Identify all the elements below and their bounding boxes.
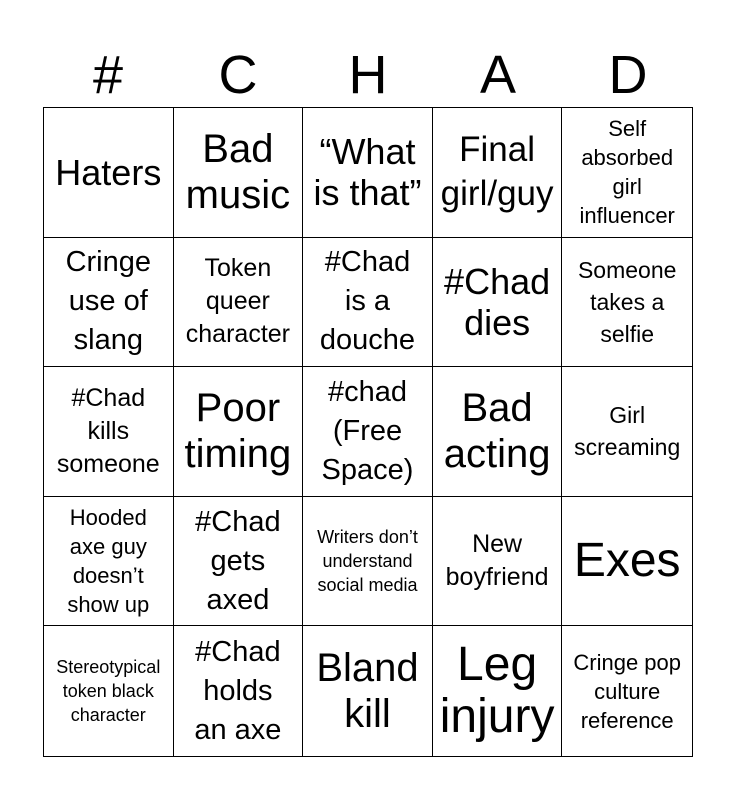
bingo-cell[interactable] [44, 238, 174, 368]
bingo-cell[interactable] [562, 497, 692, 627]
bingo-cell[interactable] [433, 238, 563, 368]
cell-text: “What is that” [313, 131, 422, 214]
bingo-cell[interactable] [303, 108, 433, 238]
cell-text: Token queer character [185, 254, 290, 349]
bingo-cell[interactable] [433, 497, 563, 627]
cell-text: Leg injury [439, 638, 555, 744]
cell-text: Poor timing [184, 386, 292, 477]
cell-text: Cringe use of slang [65, 246, 152, 357]
cell-text: #chad (Free Space) [321, 375, 414, 486]
cell-text: Girl screaming [574, 402, 681, 461]
cell-text: Exes [573, 534, 681, 588]
header-letter-a: A [479, 45, 517, 105]
bingo-cell[interactable] [174, 626, 304, 756]
header-letter-d: D [608, 45, 648, 105]
cell-text: Bad acting [443, 386, 551, 477]
bingo-cell[interactable] [174, 108, 304, 238]
cell-text: Someone takes a selfie [577, 256, 677, 347]
cell-text: #Chad kills someone [56, 383, 160, 478]
cell-text: Haters [55, 151, 162, 193]
bingo-cell[interactable] [44, 626, 174, 756]
bingo-cell[interactable] [174, 497, 304, 627]
bingo-cell[interactable] [44, 497, 174, 627]
bingo-cell[interactable] [433, 626, 563, 756]
cell-text: Stereotypical token black character [56, 657, 161, 726]
bingo-cell[interactable] [303, 367, 433, 497]
bingo-cell[interactable] [562, 367, 692, 497]
header-letter-h: H [348, 45, 388, 105]
bingo-cell[interactable] [562, 108, 692, 238]
bingo-cell[interactable] [562, 238, 692, 368]
bingo-cell[interactable] [44, 108, 174, 238]
cell-text: Final girl/guy [440, 130, 554, 214]
cell-text: #Chad dies [444, 260, 551, 343]
cell-text: #Chad gets axed [195, 505, 281, 616]
bingo-cell[interactable] [433, 367, 563, 497]
bingo-board [43, 107, 693, 757]
bingo-cell[interactable] [433, 108, 563, 238]
bingo-cell[interactable] [303, 626, 433, 756]
cell-text: Cringe pop culture reference [573, 649, 682, 733]
bingo-cell[interactable] [174, 238, 304, 368]
cell-text: #Chad holds an axe [194, 635, 282, 746]
cell-text: Self absorbed girl influencer [579, 116, 675, 229]
header-letter-c: C [218, 45, 258, 105]
bingo-header [43, 44, 693, 106]
bingo-cell[interactable] [44, 367, 174, 497]
bingo-cell[interactable] [174, 367, 304, 497]
bingo-cell[interactable] [562, 626, 692, 756]
bingo-cell[interactable] [303, 497, 433, 627]
cell-text: Bad music [185, 127, 291, 218]
cell-text: Writers don’t understand social media [317, 527, 418, 596]
cell-text: Bland kill [316, 646, 419, 737]
cell-text: #Chad is a douche [319, 246, 416, 357]
cell-text: New boyfriend [445, 530, 549, 592]
header-letter-hash: # [92, 45, 124, 105]
bingo-cell[interactable] [303, 238, 433, 368]
cell-text: Hooded axe guy doesn’t show up [67, 505, 150, 618]
